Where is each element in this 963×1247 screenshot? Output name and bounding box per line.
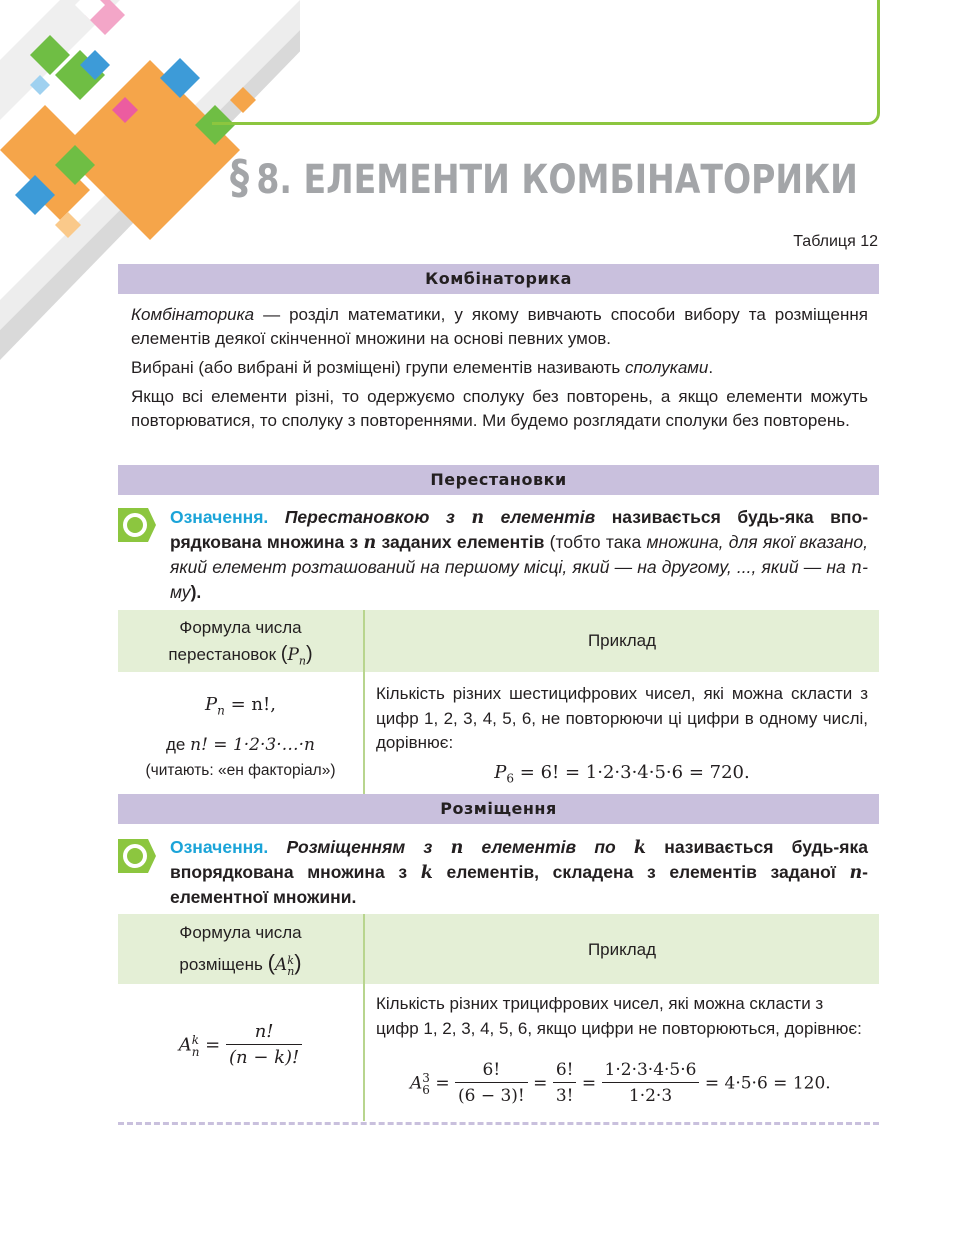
subscript: n bbox=[191, 1044, 200, 1059]
permutation-definition bbox=[170, 505, 868, 604]
p2-text: Вибрані (або вибрані й розміщені) групи елементів називають bbox=[131, 358, 625, 377]
numerator: 1·2·3·4·5·6 bbox=[602, 1058, 700, 1083]
superscript: k bbox=[287, 953, 294, 967]
var-k: k bbox=[420, 863, 433, 883]
symbol-P: P bbox=[494, 762, 507, 783]
table-label: Таблиця 12 bbox=[793, 233, 878, 250]
fraction bbox=[553, 1058, 577, 1109]
example-rhs: = 6! = 1·2·3·4·5·6 = 720. bbox=[514, 762, 750, 783]
table-bottom-border bbox=[118, 1122, 879, 1125]
def-text: елементів по bbox=[481, 837, 616, 857]
subscript: n bbox=[217, 703, 225, 718]
page-title bbox=[230, 150, 858, 204]
fraction bbox=[602, 1058, 700, 1109]
fraction bbox=[455, 1058, 528, 1109]
var-k: k bbox=[633, 838, 647, 858]
paragraph-repetitions: Якщо всі елементи різні, то одержуємо сполуку без повторень, а якщо елементи можуть повторюватися, то сполуку з повтореннями. Ми будемо розглядати сполуки без повторень. bbox=[131, 387, 868, 430]
var-n: n bbox=[850, 558, 863, 578]
numerator: 6! bbox=[455, 1058, 528, 1083]
definition-icon bbox=[118, 505, 158, 545]
subscript: n bbox=[287, 964, 295, 978]
def-text: Перестановкою з bbox=[284, 507, 455, 527]
symbol-P: P bbox=[287, 645, 299, 665]
superscript: k bbox=[191, 1032, 199, 1047]
paragraph-compounds bbox=[131, 356, 868, 380]
arrangements-formula: A k n = $\frac{n!}{(n - k)!}$ bbox=[118, 1020, 363, 1071]
symbol-A: A bbox=[410, 1073, 423, 1094]
def-text: (тобто така bbox=[549, 532, 642, 552]
section-sign: § bbox=[230, 150, 250, 204]
denominator: (n − k)! bbox=[228, 1047, 300, 1068]
def-text: заданих елементів bbox=[381, 532, 545, 552]
def-text: називається будь-яка впорядкована множина з bbox=[170, 837, 868, 882]
p1-text: — розділ математики, у якому вивчають способи вибору та розміщення елементів деякої скінченної множини на основі певних умов. bbox=[131, 305, 868, 348]
factorial-formula: n! = 1·2·3·…·n bbox=[190, 734, 315, 755]
heading-arrangements: Розміщення bbox=[118, 794, 879, 824]
subscript: n bbox=[298, 654, 306, 668]
numerator: n! bbox=[226, 1020, 302, 1045]
denominator: (6 − 3)! bbox=[457, 1086, 525, 1106]
superscript: 3 bbox=[422, 1070, 430, 1085]
permutations-example-result bbox=[376, 762, 868, 786]
def-text: елементів, складена з елементів заданої bbox=[446, 862, 836, 882]
var-n: n bbox=[450, 838, 464, 858]
def-text: елементів bbox=[500, 507, 596, 527]
permutations-formula bbox=[118, 690, 363, 785]
section-title: 8. ЕЛЕМЕНТИ КОМБІНАТОРИКИ bbox=[256, 157, 858, 203]
where-text: де bbox=[166, 734, 186, 754]
header-line: перестановок $(P_n)$ bbox=[168, 643, 313, 668]
var-n: n bbox=[363, 533, 377, 553]
permutations-example-text: Кількість різних шестицифрових чисел, які можна скласти з цифр 1, 2, 3, 4, 5, 6, не повторюючи ці цифри в одному числі, дорівнює: bbox=[376, 684, 868, 752]
def-text: Розміщенням з bbox=[286, 837, 433, 857]
var-n: n bbox=[471, 508, 485, 528]
term-compounds: сполуками bbox=[624, 358, 709, 377]
header-line: Формула числа bbox=[179, 618, 302, 637]
arrangements-example-header: Приклад bbox=[587, 940, 657, 959]
subscript: 6 bbox=[506, 771, 515, 786]
permutations-example-header: Приклад bbox=[587, 631, 657, 650]
symbol-A: A bbox=[178, 1034, 192, 1056]
header-text: розміщень bbox=[179, 955, 263, 974]
subscript: 6 bbox=[422, 1082, 430, 1097]
def-text: -му bbox=[170, 557, 868, 602]
arrangements-example-text: Кількість різних трицифрових чисел, які можна скласти з цифр 1, 2, 3, 4, 5, 6, якщо цифри не повторюються, дорівнює: bbox=[376, 994, 862, 1038]
numerator: 6! bbox=[553, 1058, 577, 1083]
denominator: 3! bbox=[555, 1086, 574, 1106]
formula-note: (читають: «ен факторіал») bbox=[145, 761, 336, 779]
var-n: n bbox=[849, 863, 863, 883]
symbol-P: P bbox=[205, 694, 218, 715]
formula-rhs: = n!, bbox=[224, 694, 276, 715]
definition-label: Означення. bbox=[170, 837, 269, 857]
symbol-A: A bbox=[274, 955, 288, 975]
heading-combinatorics: Комбінаторика bbox=[118, 264, 879, 294]
header-line: розміщень (A k n ) bbox=[179, 950, 302, 978]
permutations-formula-header bbox=[118, 614, 363, 674]
arrangement-definition bbox=[170, 835, 868, 909]
header-line: Формула числа bbox=[179, 923, 302, 942]
arrangements-example-result: A 3 6 = $\frac{6!}{(6 - 3)!}$ = $\frac{6!}{3!}$ = $\frac{1\cdot 2\cdot 3\cdot 4\cdot 5\cdot 6}{1\cdot 2\cdot 3}$ = 4·5·6 = 120. bbox=[410, 1058, 831, 1109]
top-frame bbox=[212, 0, 880, 125]
definition-icon bbox=[118, 836, 158, 876]
heading-permutations: Перестановки bbox=[118, 465, 879, 495]
result: = 4·5·6 = 120 bbox=[699, 1073, 826, 1094]
header-text: перестановок bbox=[168, 645, 277, 664]
def-text: -елементної множини. bbox=[170, 862, 868, 907]
def-text: множина, для якої вказано, який елемент розташований на першому місці, який — на другому, ..., який — на bbox=[170, 532, 868, 577]
p2-end: . bbox=[708, 358, 714, 377]
def-text: ). bbox=[190, 582, 202, 602]
fraction bbox=[226, 1020, 302, 1071]
paragraph-definition bbox=[131, 303, 868, 351]
arrangements-formula-header bbox=[118, 918, 363, 980]
def-text: називається будь-яка впорядкована множина з bbox=[170, 507, 869, 552]
denominator: 1·2·3 bbox=[628, 1086, 673, 1106]
definition-label: Означення. bbox=[170, 507, 269, 527]
period: . bbox=[825, 1073, 831, 1094]
term-combinatorics: Комбінаторика bbox=[131, 305, 255, 324]
